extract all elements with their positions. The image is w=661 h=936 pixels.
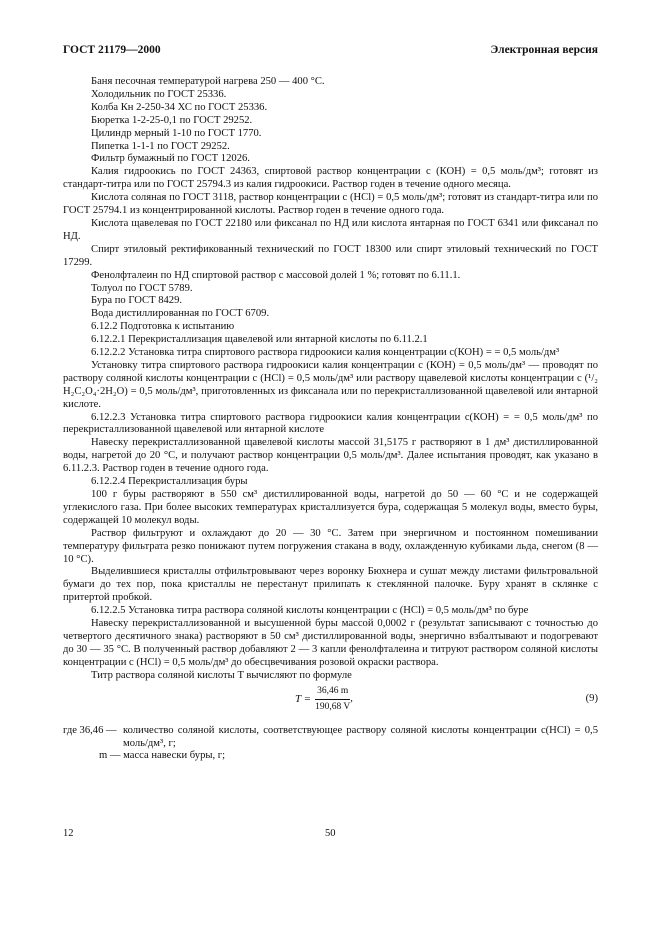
paragraph: Бура по ГОСТ 8429. (91, 295, 183, 307)
paragraph: Бюретка 1-2-25-0,1 по ГОСТ 29252. (91, 114, 253, 126)
formula-fraction (315, 685, 350, 714)
paragraph: 6.12.2 Подготовка к испытанию (91, 321, 235, 333)
paragraph: 6.12.2.2 Установка титра спиртового раствора гидроокиси калия концентрации c(КОН) = = 0,5 моль/дм³ (91, 347, 560, 359)
paragraph: Кислота щавелевая по ГОСТ 22180 или фиксанал по НД или кислота янтарная по ГОСТ 6341 или фиксанал по НД. (63, 217, 598, 242)
standard-code: ГОСТ 21179—2000 (63, 44, 161, 56)
body-text (63, 76, 598, 763)
paragraph: Титр раствора соляной кислоты T вычисляют по формуле (91, 669, 352, 681)
page-number-center: 50 (325, 828, 336, 839)
paragraph: Пипетка 1-1-1 по ГОСТ 29252. (91, 140, 230, 152)
formula-numerator: 36,46 m (315, 685, 350, 700)
paragraph: 6.12.2.5 Установка титра раствора соляной кислоты концентрации c (HCl) = 0,5 моль/дм³ по буре (91, 605, 529, 617)
paragraph: Колба Кн 2-250-34 ХС по ГОСТ 25336. (91, 101, 268, 113)
formula-expression (295, 685, 353, 714)
paragraph: 100 г буры растворяют в 550 см³ дистиллированной воды, нагретой до 50 — 60 °С и не содержащей углекислого газа. При более высоких температурах кристаллизуется бура, содержащая 5 молекул воды, вместо буры, содержащей 10 молекул воды. (63, 489, 598, 526)
paragraph: Выделившиеся кристаллы отфильтровывают через воронку Бюхнера и сушат между листами фильтровальной бумаги до тех пор, пока кристаллы не перестанут прилипать к стеклянной палочке. Буру хранят в склянке с притертой пробкой. (63, 566, 598, 604)
paragraph: Вода дистиллированная по ГОСТ 6709. (91, 308, 270, 320)
formula-number: (9) (585, 692, 598, 704)
legend-label: где 36,46 — (63, 724, 117, 736)
formula-lhs: T = (295, 692, 312, 705)
paragraph: Установку титра спиртового раствора гидроокиси калия концентрации c (КОН) = 0,5 моль/дм³ — проводят по раствору соляной кислоты концентрации c (HCl) = 0,5 моль/дм³ или раствору щавелевой кислоты концентрации c (¹/₂ H₂C₂O₄·2H₂O) = 0,5 моль/дм³, приготовленных из фиксанала или по перекристаллизованной щавелевой или янтарной кислоте. (63, 359, 598, 410)
paragraph: Цилиндр мерный 1-10 по ГОСТ 1770. (91, 127, 262, 139)
paragraph: Фенолфталеин по НД спиртовой раствор с массовой долей 1 %; готовят по 6.11.1. (91, 269, 461, 281)
paragraph: Баня песочная температурой нагрева 250 — 400 °С. (91, 76, 325, 87)
paragraph: Толуол по ГОСТ 5789. (91, 282, 193, 294)
formula-9 (63, 685, 598, 721)
paragraph: 6.12.2.1 Перекристаллизация щавелевой или янтарной кислоты по 6.11.2.1 (91, 334, 428, 346)
paragraph: Холодильник по ГОСТ 25336. (91, 88, 227, 100)
formula-denominator: 190,68 V (315, 701, 351, 712)
paragraph: Фильтр бумажный по ГОСТ 12026. (91, 153, 250, 165)
version-label: Электронная версия (490, 44, 598, 56)
paragraph-list (63, 76, 598, 683)
formula-legend (63, 725, 598, 751)
legend-m: m — масса навески буры, г; (99, 750, 226, 762)
legend-text: количество соляной кислоты, соответствующее раствору соляной кислоты концентрации c(HCl) = 0,5 моль/дм³, г; (123, 724, 598, 749)
paragraph: Навеску перекристаллизованной щавелевой кислоты массой 31,5175 г растворяют в 1 дм³ дистиллированной воды, нагретой до 20 °С, и получают раствор концентрации 0,5 моль/дм³. Далее испытания проводят, как указано в 6.11.2.3. Раствор годен в течение одного года. (63, 437, 598, 475)
paragraph: Калия гидроокись по ГОСТ 24363, спиртовой раствор концентрации c (КОН) = 0,5 моль/дм³; готовят из стандарт-титра или по ГОСТ 25794.3 из калия гидроокиси. Раствор годен в течение одного месяца. (63, 166, 598, 191)
paragraph: 6.12.2.4 Перекристаллизация буры (91, 476, 248, 488)
paragraph: Кислота соляная по ГОСТ 3118, раствор концентрации c (HCl) = 0,5 моль/дм³; готовят из стандарт-титра или по ГОСТ 25794.1 из концентрированной кислоты. Раствор годен в течение одного года. (63, 192, 598, 217)
page-number-left: 12 (63, 828, 74, 839)
paragraph: Раствор фильтруют и охлаждают до 20 — 30 °С. Затем при энергичном и постоянном помешивании температуру фильтрата резко понижают путем погружения стакана в воду, охлажденную кубиками льда, снегом (8 — 10 °С). (63, 527, 598, 565)
paragraph: Навеску перекристаллизованной и высушенной буры массой 0,0002 г (результат записывают с точностью до четвертого десятичного знака) растворяют в 50 см³ дистиллированной воды, энергично взбалтывают и подогревают до 30 — 35 °С. В полученный раствор добавляют 2 — 3 капли фенолфталеина и титруют раствором соляной кислоты концентрации c (HCl) = 0,5 моль/дм³ до обесцвечивания розовой окраски раствора. (63, 618, 598, 668)
paragraph: Спирт этиловый ректификованный технический по ГОСТ 18300 или спирт этиловый технический по ГОСТ 17299. (63, 243, 598, 268)
formula-trail: , (350, 692, 353, 704)
paragraph: 6.12.2.3 Установка титра спиртового раствора гидроокиси калия концентрации c(КОН) = = 0,5 моль/дм³ по перекристаллизованной щавелевой или янтарной кислоте (63, 411, 598, 436)
